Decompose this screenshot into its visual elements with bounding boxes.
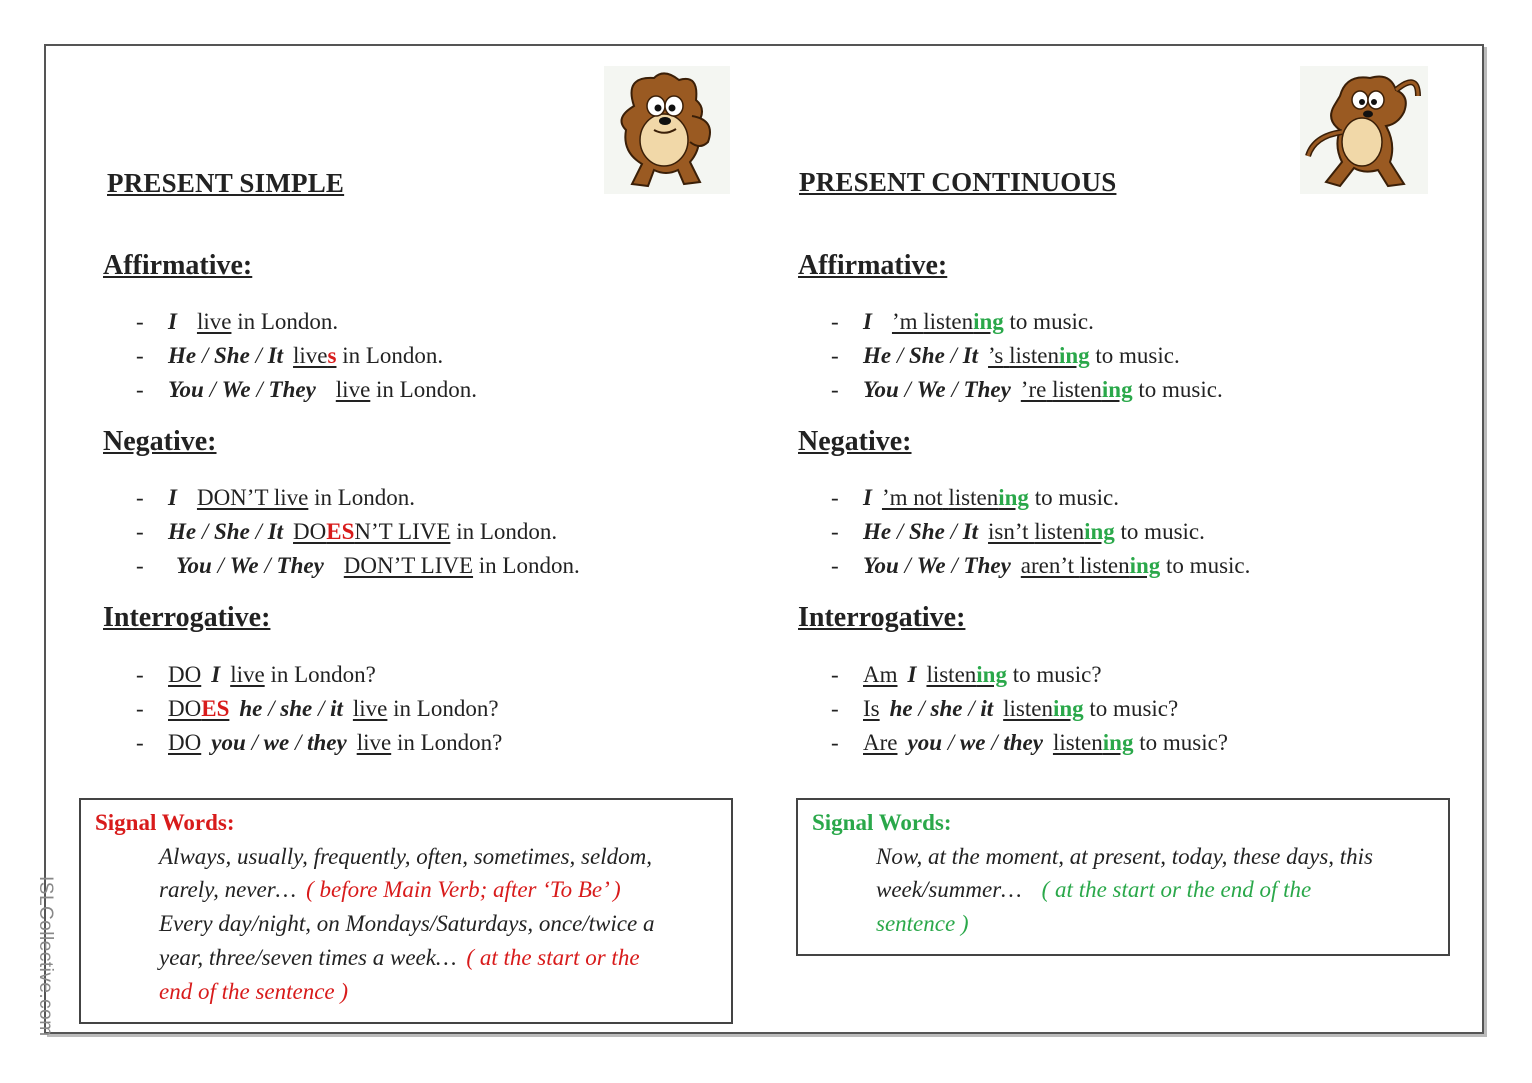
ps-negative-heading: Negative:	[103, 426, 217, 457]
pc-negative-heading: Negative:	[798, 426, 912, 457]
ps-signal-words-box	[79, 798, 733, 1024]
ps-signal-line-5: end of the sentence )	[159, 979, 349, 1004]
islcollective-watermark: ISLCollective.com	[35, 876, 56, 1037]
ps-affirmative-heading: Affirmative:	[103, 250, 253, 281]
tasmanian-devil-scratching-head-icon	[1300, 66, 1428, 194]
tasmanian-devil-thinking-icon	[604, 66, 730, 194]
pc-interrogative-heading: Interrogative:	[798, 602, 966, 633]
ps-signal-line-3: Every day/night, on Mondays/Saturdays, once/twice a	[159, 911, 655, 936]
pc-signal-line-3: sentence )	[876, 911, 969, 936]
pc-signal-line-2: week/summer… ( at the start or the end of the	[876, 877, 1312, 902]
ps-signal-line-4: year, three/seven times a week… ( at the start or the	[159, 945, 640, 970]
pc-signal-words-box	[796, 798, 1450, 956]
present-simple-title: PRESENT SIMPLE	[107, 168, 345, 198]
ps-signal-line-2: rarely, never… ( before Main Verb; after ‘To Be’ )	[159, 877, 621, 902]
present-continuous-title: PRESENT CONTINUOUS	[799, 167, 1117, 197]
ps-signal-words-title: Signal Words:	[95, 810, 235, 835]
ps-signal-line-1: Always, usually, frequently, often, sometimes, seldom,	[159, 844, 652, 869]
pc-affirmative-heading: Affirmative:	[798, 250, 948, 281]
pc-signal-words-title: Signal Words:	[812, 810, 952, 835]
pc-signal-line-1: Now, at the moment, at present, today, these days, this	[876, 844, 1374, 869]
ps-interrogative-heading: Interrogative:	[103, 602, 271, 633]
